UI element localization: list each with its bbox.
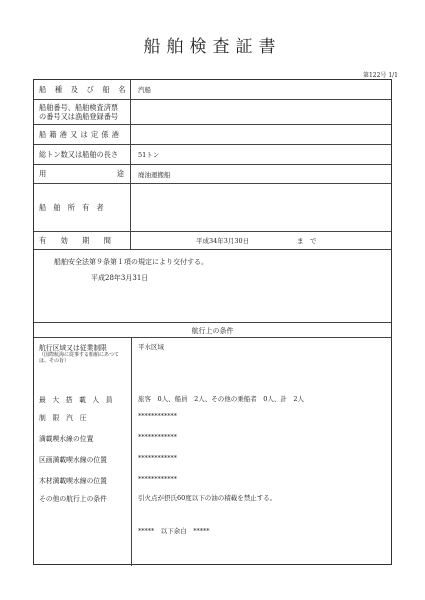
- value-ship-type-name: 汽船: [138, 86, 151, 94]
- issue-date: 平成28年3月31日: [91, 274, 149, 282]
- row-ship-type-name: [34, 80, 391, 100]
- label-restricted-pressure: 制 限 汽 圧: [39, 414, 87, 422]
- label-navigation-area: 航行区域又は従業制限: [39, 344, 107, 352]
- value-max-capacity: 旅客 0人、船員 2人、その他の乗船者 0人、計 2人: [138, 395, 305, 403]
- blank-remainder-note: ***** 以下余白 *****: [138, 527, 210, 535]
- conditions-heading-row: [34, 323, 391, 338]
- value-timber-load-line: ************: [138, 475, 177, 483]
- row-gross-tonnage: [34, 145, 391, 165]
- value-usage: 廃油運搬船: [138, 170, 171, 179]
- label-other-conditions: その他の航行上の条件: [39, 495, 107, 503]
- label-ship-type-name: 船 種 及 び 船 名: [34, 80, 131, 99]
- label-ship-number-line2: の番号又は漁船登録番号: [39, 112, 119, 121]
- value-restricted-pressure: ************: [138, 412, 177, 420]
- row-validity: [34, 232, 391, 250]
- label-ship-number-line1: 船舶番号、船舶検査済票: [39, 103, 119, 112]
- label-timber-load-line: 木材満載喫水線の位置: [39, 477, 107, 485]
- row-ship-number: [34, 100, 391, 125]
- label-port-of-registry: 船籍港又は定係港: [34, 125, 131, 144]
- conditions-heading: 航行上の条件: [191, 327, 234, 335]
- label-usage-right: 途: [116, 169, 124, 178]
- label-navigation-note: （国際航海に従事する船舶にあつては、その旨）: [39, 352, 120, 364]
- issue-statement-area: [34, 250, 391, 323]
- label-section-load-line: 区画満載喫水線の位置: [39, 456, 107, 464]
- value-validity-suffix: ま で: [297, 237, 317, 245]
- value-validity: 平成34年3月30日: [196, 237, 250, 245]
- conditions-divider: [131, 338, 132, 566]
- row-usage: [34, 165, 391, 184]
- value-gross-tonnage: 51トン: [138, 151, 160, 159]
- value-navigation-area: 平水区域: [138, 343, 164, 351]
- label-ship-number: [34, 100, 131, 124]
- label-usage-left: 用: [39, 169, 47, 178]
- value-other-conditions: 引火点が摂氏60度以下の油の積載を禁止する。: [138, 494, 277, 502]
- label-max-capacity: 最 大 搭 載 人 員: [39, 396, 115, 404]
- value-section-load-line: ************: [138, 454, 177, 462]
- document-title: 船舶検査証書: [143, 37, 282, 57]
- label-validity: 有 効 期 間: [34, 232, 131, 249]
- document-number: 第122号 1/1: [362, 72, 398, 79]
- label-usage: [34, 165, 131, 183]
- value-load-line: ************: [138, 433, 177, 441]
- row-owner: [34, 184, 391, 232]
- issue-statement: 船舶安全法第９条第１項の規定により交付する。: [54, 258, 208, 266]
- label-load-line: 満載喫水線の位置: [39, 435, 94, 443]
- label-gross-tonnage: 総トン数又は船舶の長さ: [34, 145, 131, 164]
- label-owner: 船 舶 所 有 者: [34, 184, 131, 231]
- certificate-frame: [33, 79, 392, 565]
- row-port-of-registry: [34, 125, 391, 145]
